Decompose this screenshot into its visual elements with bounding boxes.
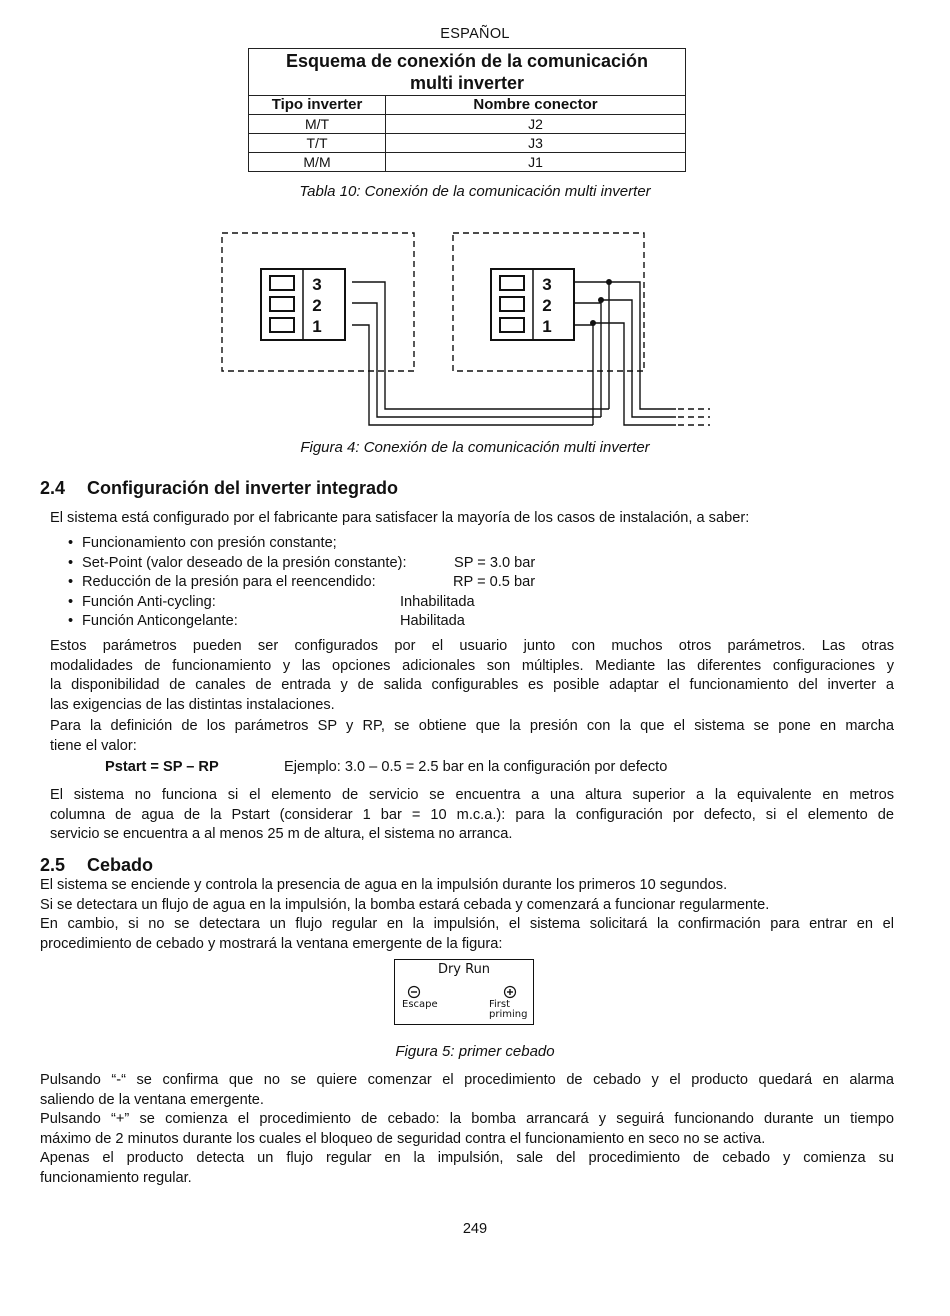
- left-terminal-label: 1: [312, 317, 322, 336]
- table-title-line2: multi inverter: [409, 73, 525, 93]
- figure4-caption: Figura 4: Conexión de la comunicación multi inverter: [300, 439, 650, 456]
- table-cell: M/T: [249, 115, 386, 134]
- right-terminal-label: 1: [542, 317, 552, 336]
- section-heading-2-5: [40, 855, 153, 876]
- list-item: • Set-Point (valor deseado de la presión constante): SP = 3.0 bar: [68, 555, 536, 571]
- wiring-diagram: [0, 0, 950, 440]
- plus-circle-icon: [503, 985, 517, 999]
- minus-circle-icon: [407, 985, 421, 999]
- paragraph-parameters: Estos parámetros pueden ser configurados por el usuario junto con muchos otros parámetros. Las otras modalidades de funcionamiento y las opciones adicionales son múltiples. Mediante las diferentes configuraciones y la disponibilidad de canales de entrada y de salida configurables es posible adaptar el funcionamiento del inverter a las exigencias de las distintas instalaciones.: [50, 638, 894, 713]
- page-number: 249: [462, 1221, 488, 1237]
- section-title: Cebado: [87, 855, 154, 875]
- bullet-list: [68, 534, 668, 634]
- table-header-type: Tipo inverter: [249, 96, 386, 115]
- table-cell: J2: [386, 115, 686, 134]
- page-header: ESPAÑOL: [440, 26, 510, 42]
- formula-example: Ejemplo: 3.0 – 0.5 = 2.5 bar en la configuración por defecto: [284, 759, 668, 775]
- list-item: • Función Anti-cycling: Inhabilitada: [68, 594, 475, 610]
- right-terminal-label: 2: [542, 296, 552, 315]
- section-intro: El sistema está configurado por el fabricante para satisfacer la mayoría de los casos de instalación, a saber:: [50, 510, 750, 526]
- table-header-connector: Nombre conector: [386, 96, 686, 115]
- popup-title: Dry Run: [437, 962, 491, 977]
- first-priming-label: First priming: [489, 999, 528, 1020]
- section-heading-2-4: [40, 478, 398, 499]
- table-title-line1: Esquema de conexión de la comunicación: [285, 51, 649, 71]
- section-number: 2.5: [40, 855, 66, 875]
- table-cell: T/T: [249, 134, 386, 153]
- right-terminal-label: 3: [542, 275, 552, 294]
- paragraph-priming-intro: El sistema se enciende y controla la presencia de agua en la impulsión durante los primeros 10 segundos. Si se detectara un flujo de agua en la impulsión, la bomba estará cebada y comenzará a funcionar regularmente. En cambio, si no se detectara un flujo regular en la impulsión, el sistema solicitará la confirmación para entrar en el procedimiento de cebado y mostrará la ventana emergente de la figura:: [40, 877, 894, 952]
- list-item: • Reducción de la presión para el reencendido: RP = 0.5 bar: [68, 574, 536, 590]
- list-item: • Funcionamiento con presión constante;: [68, 535, 337, 551]
- paragraph-height: El sistema no funciona si el elemento de servicio se encuentra a una altura superior a la equivalente en metros columna de agua de la Pstart (considerar 1 bar = 10 m.c.a.): para la configuración por defecto, si el elemento de servicio se encuentra a al menos 25 m de altura, el sistema no arranca.: [50, 787, 894, 842]
- table-cell: J3: [386, 134, 686, 153]
- left-terminal-label: 3: [312, 275, 322, 294]
- escape-label: Escape: [402, 999, 438, 1010]
- paragraph-definition: Para la definición de los parámetros SP y RP, se obtiene que la presión con la que el sistema se pone en marcha tiene el valor:: [50, 718, 894, 754]
- dry-run-popup: [394, 959, 534, 1025]
- left-terminal-label: 2: [312, 296, 322, 315]
- table-cell: J1: [386, 153, 686, 172]
- formula: Pstart = SP – RP: [105, 759, 219, 775]
- figure5-caption: Figura 5: primer cebado: [395, 1043, 555, 1060]
- section-number: 2.4: [40, 478, 66, 498]
- section-title: Configuración del inverter integrado: [87, 478, 399, 498]
- table-cell: M/M: [249, 153, 386, 172]
- list-item: • Función Anticongelante: Habilitada: [68, 613, 465, 629]
- paragraph-priming-actions: Pulsando “-“ se confirma que no se quiere comenzar el procedimiento de cebado y el producto quedará en alarma saliendo de la ventana emergente. Pulsando “+” se comienza el procedimiento de cebado: la bomba arrancará y seguirá funcionando durante un tiempo máximo de 2 minutos durante los cuales el bloqueo de seguridad contra el funcionamiento en seco no se activa. Apenas el producto detecta un flujo regular en la impulsión, sale del procedimiento de cebado y comienza su funcionamiento regular.: [40, 1072, 894, 1186]
- table-caption: Tabla 10: Conexión de la comunicación multi inverter: [299, 183, 651, 200]
